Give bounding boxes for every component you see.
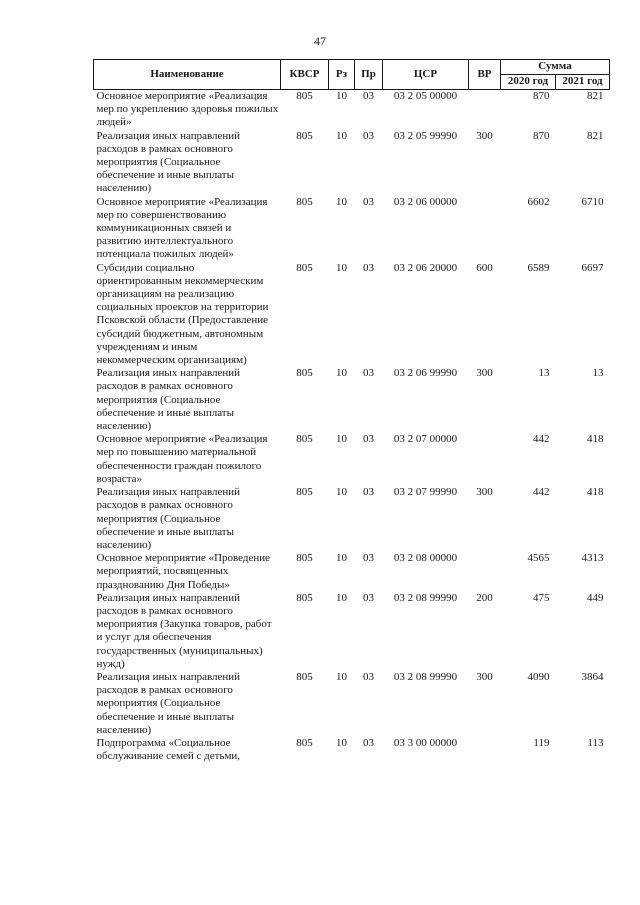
row-csr: 03 2 05 00000 [393,90,458,102]
header-pr: Пр [355,60,383,90]
row-kvsr: 805 [296,367,313,380]
row-rz: 10 [336,129,347,142]
row-amount-2021: 6697 [581,261,604,274]
row-pr: 03 [363,433,374,446]
row-pr: 03 [363,736,374,749]
row-name: Реализация иных направлений расходов в рамках основного мероприятия (Социальное обеспечение и иные выплаты населению) [96,670,241,736]
row-csr: 03 2 08 99990 [393,591,458,604]
row-amount-2021: 418 [587,486,604,499]
row-pr: 03 [363,90,374,102]
row-pr: 03 [363,129,374,142]
row-kvsr: 805 [296,195,313,208]
row-kvsr: 805 [296,552,313,565]
row-amount-2020: 6589 [527,261,550,274]
row-amount-2020: 13 [538,367,550,380]
row-amount-2020: 119 [533,736,550,749]
row-csr: 03 2 07 99990 [393,486,458,499]
row-amount-2020: 6602 [527,195,550,208]
row-amount-2021: 418 [587,433,604,446]
header-year-2020: 2020 год [501,75,556,90]
row-pr: 03 [363,552,374,565]
row-amount-2021: 3864 [581,670,604,683]
row-amount-2021: 4313 [581,552,604,565]
table-row [94,262,610,368]
row-pr: 03 [363,261,374,274]
row-vr: 300 [476,129,493,142]
table-row [94,592,610,671]
header-vr: ВР [469,60,501,90]
row-rz: 10 [336,433,347,446]
row-amount-2020: 4090 [527,670,550,683]
row-rz: 10 [336,486,347,499]
table-row [94,90,610,130]
row-vr [469,737,501,763]
row-amount-2020: 870 [533,90,550,102]
row-amount-2020: 442 [533,486,550,499]
row-name: Основное мероприятие «Реализация мер по совершенствованию коммуникационных связей и развитию интеллектуального потенциала пожилых людей» [96,195,268,261]
table-row [94,552,610,592]
row-name: Реализация иных направлений расходов в рамках основного мероприятия (Социальное обеспечение и иные выплаты населению) [96,367,241,433]
row-name: Основное мероприятие «Реализация мер по повышению материальной обеспеченности граждан пожилого возраста» [96,433,268,485]
row-kvsr: 805 [296,90,313,102]
row-name: Подпрограмма «Социальное обслуживание семей с детьми, [96,736,241,763]
row-pr: 03 [363,670,374,683]
table-row [94,671,610,737]
row-amount-2021: 113 [587,736,604,749]
row-kvsr: 805 [296,261,313,274]
row-pr: 03 [363,367,374,380]
row-kvsr: 805 [296,736,313,749]
row-rz: 10 [336,367,347,380]
row-csr: 03 2 05 99990 [393,129,458,142]
header-name: Наименование [94,60,281,90]
row-vr [469,433,501,486]
row-pr: 03 [363,195,374,208]
row-csr: 03 2 07 00000 [393,433,458,446]
header-csr: ЦСР [383,60,469,90]
row-csr: 03 2 08 99990 [393,670,458,683]
row-name: Основное мероприятие «Реализация мер по укреплению здоровья пожилых людей» [96,90,279,129]
row-csr: 03 2 08 00000 [393,552,458,565]
row-kvsr: 805 [296,433,313,446]
table-row [94,196,610,262]
row-amount-2020: 442 [533,433,550,446]
row-kvsr: 805 [296,486,313,499]
budget-table [93,59,610,763]
row-amount-2020: 4565 [527,552,550,565]
header-sum: Сумма [501,60,610,75]
row-vr: 600 [476,261,493,274]
row-vr [469,196,501,262]
table-body [94,90,610,764]
row-name: Основное мероприятие «Проведение мероприятий, посвященных празднованию Дня Победы» [96,552,271,591]
row-vr: 300 [476,486,493,499]
row-vr [469,90,501,130]
row-name: Реализация иных направлений расходов в рамках основного мероприятия (Социальное обеспечение и иные выплаты населению) [96,486,241,551]
row-rz: 10 [336,195,347,208]
table-header [94,60,610,90]
row-name: Реализация иных направлений расходов в рамках основного мероприятия (Закупка товаров, работ и услуг для обеспечения государственных (муниципальных) нужд) [96,591,272,670]
row-amount-2020: 475 [533,591,550,604]
row-amount-2021: 6710 [581,195,604,208]
header-rz: Рз [329,60,355,90]
page-number: 47 [314,34,326,48]
row-amount-2021: 449 [587,591,604,604]
table-row [94,367,610,433]
row-rz: 10 [336,552,347,565]
header-kvsr: КВСР [281,60,329,90]
table-row [94,130,610,196]
row-csr: 03 2 06 20000 [393,261,458,274]
row-rz: 10 [336,736,347,749]
row-rz: 10 [336,261,347,274]
row-rz: 10 [336,670,347,683]
row-csr: 03 3 00 00000 [393,736,458,749]
row-vr: 200 [476,591,493,604]
row-csr: 03 2 06 99990 [393,367,458,380]
row-kvsr: 805 [296,129,313,142]
row-rz: 10 [336,591,347,604]
row-rz: 10 [336,90,347,102]
header-year-2021: 2021 год [556,75,610,90]
row-vr: 300 [476,670,493,683]
table-row [94,486,610,552]
row-kvsr: 805 [296,591,313,604]
table-row [94,433,610,486]
row-amount-2021: 13 [592,367,604,380]
row-csr: 03 2 06 00000 [393,195,458,208]
row-name: Реализация иных направлений расходов в рамках основного мероприятия (Социальное обеспечение и иные выплаты населению) [96,129,241,195]
row-name: Субсидии социально ориентированным некоммерческим организациям на реализацию социальных проектов на территории Псковской области (Предоставление субсидий бюджетным, автономным учреждениям и иным некоммерческим организациям) [96,261,269,367]
table-row [94,737,610,763]
row-amount-2020: 870 [533,129,550,142]
row-amount-2021: 821 [587,90,604,102]
row-pr: 03 [363,591,374,604]
row-vr: 300 [476,367,493,380]
row-pr: 03 [363,486,374,499]
row-amount-2021: 821 [587,129,604,142]
row-vr [469,552,501,592]
row-kvsr: 805 [296,670,313,683]
